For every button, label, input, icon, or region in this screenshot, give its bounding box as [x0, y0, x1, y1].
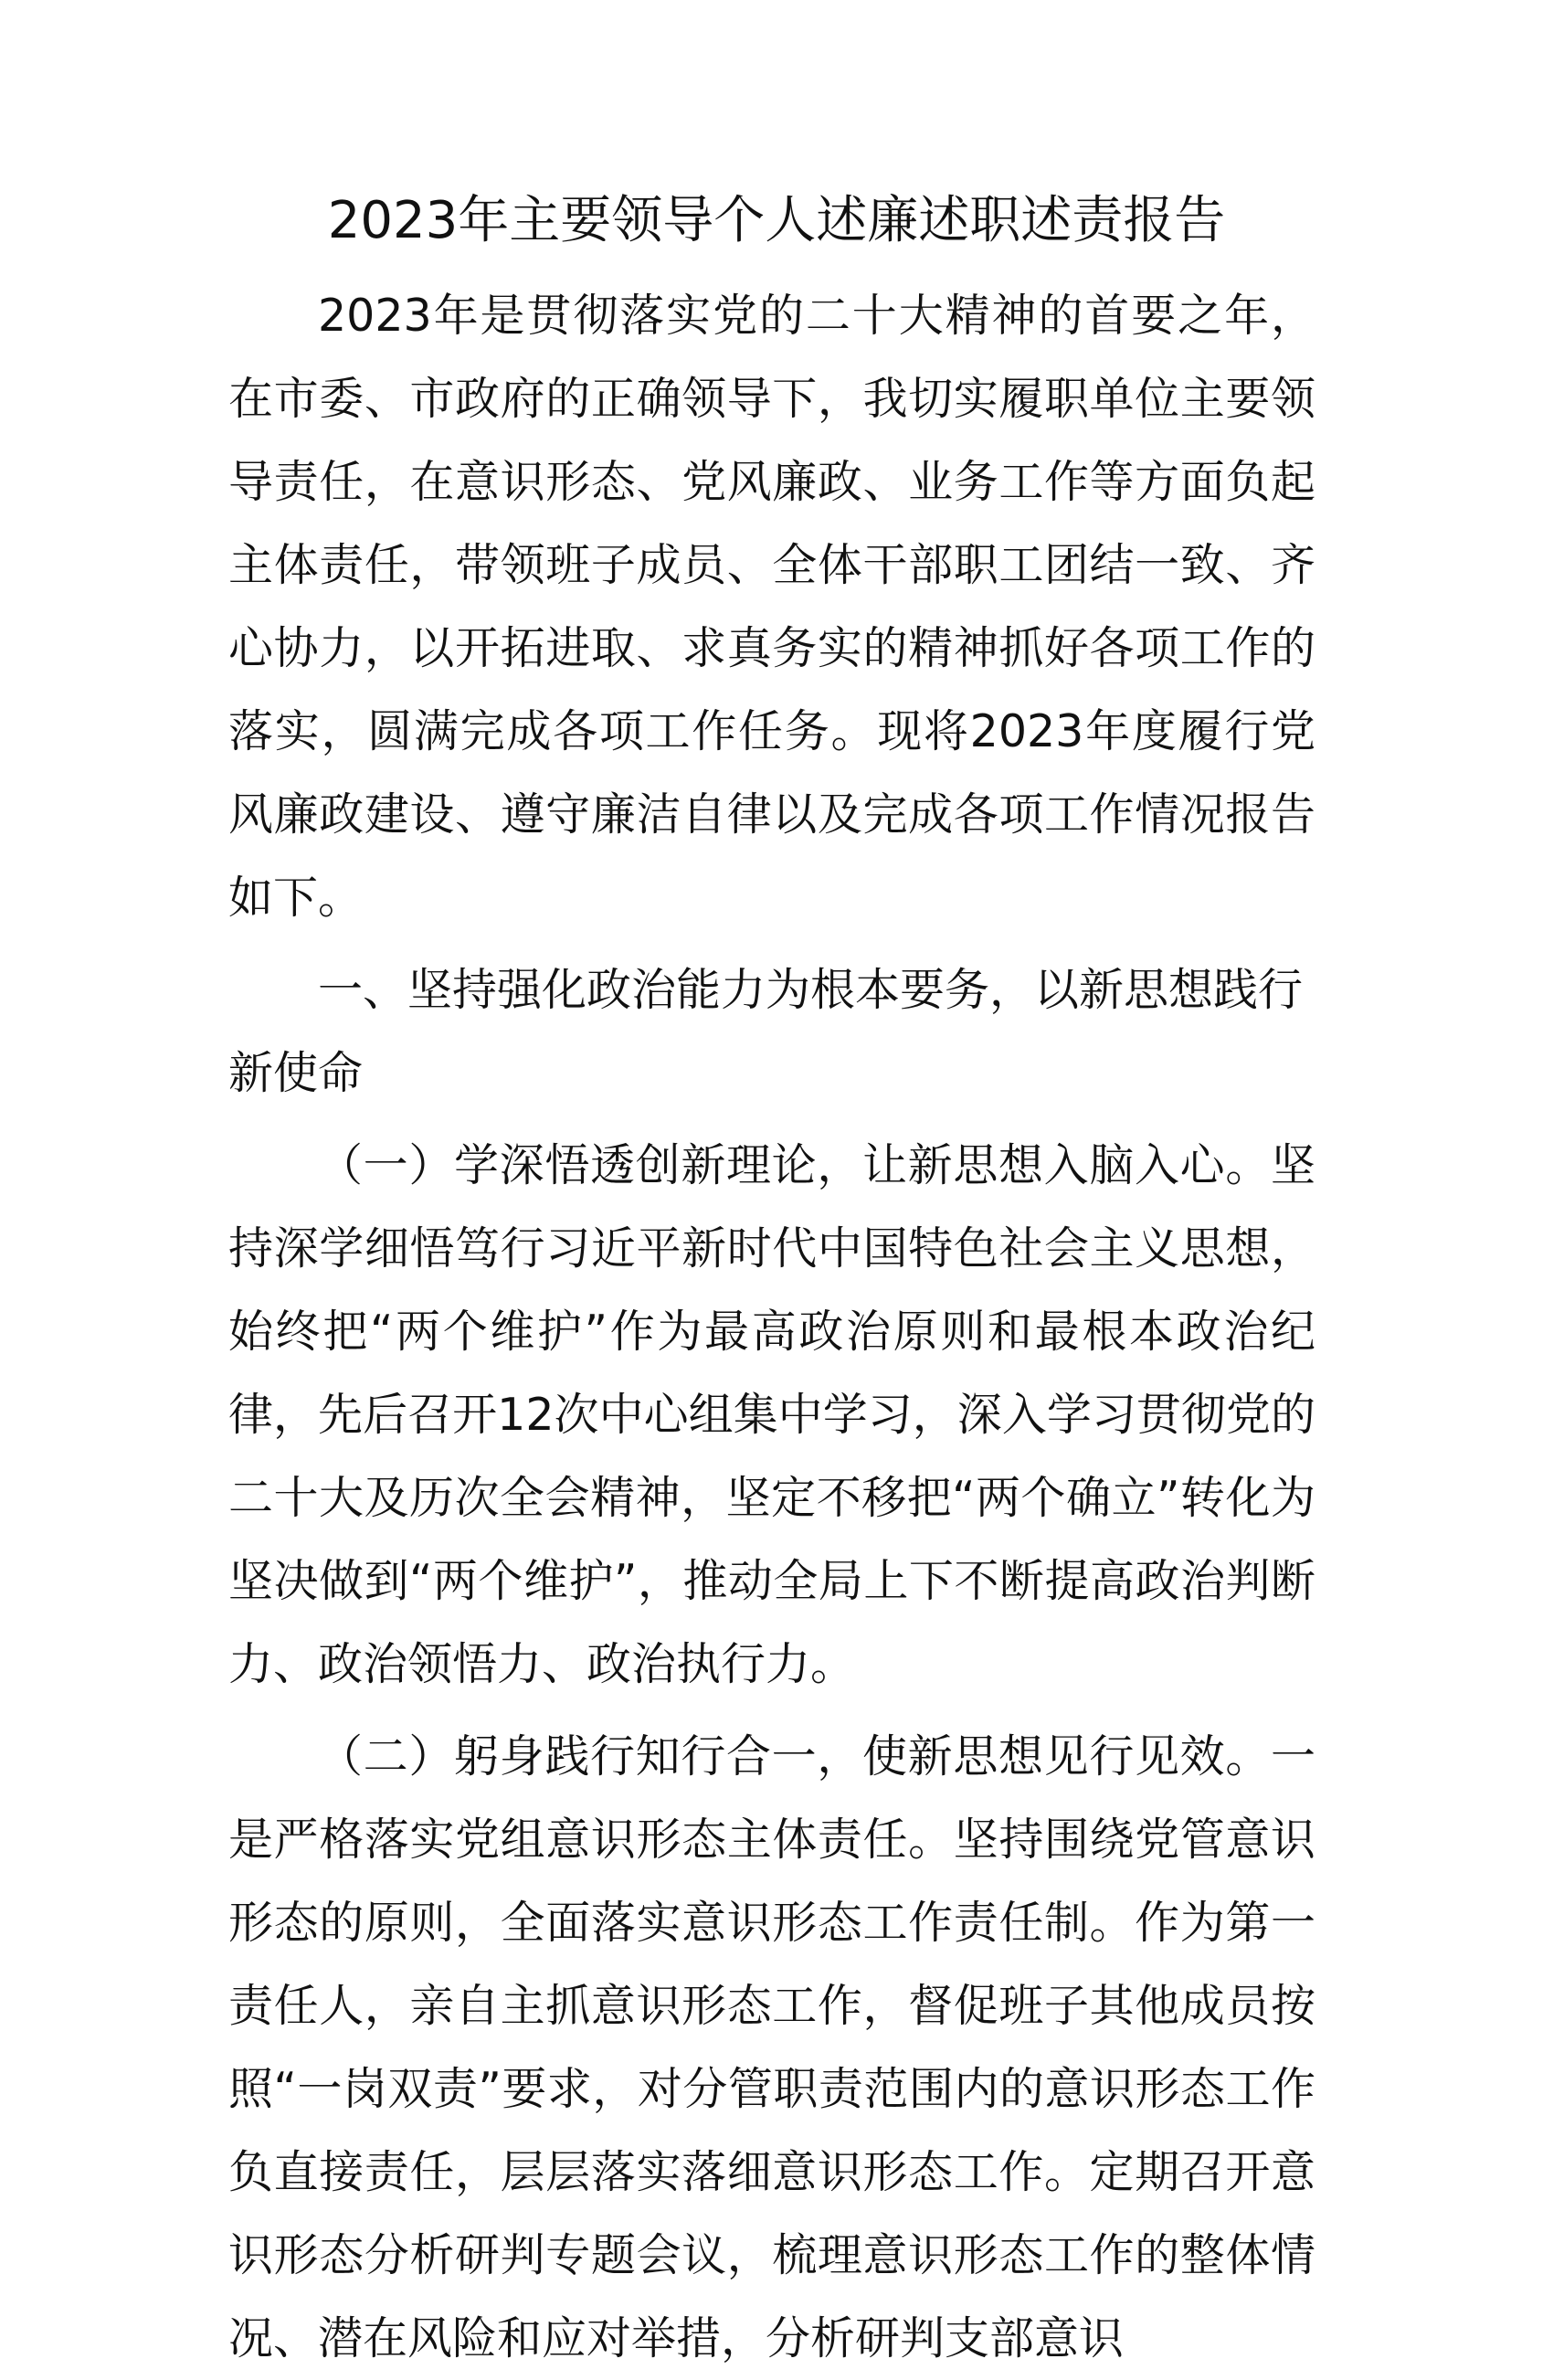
- section1-paragraph-2: （二）躬身践行知行合一，使新思想见行见效。一是严格落实党组意识形态主体责任。坚持围绕党管意识形态的原则，全面落实意识形态工作责任制。作为第一责任人，亲自主抓意识形态工作，督促班子其他成员按照“一岗双责”要求，对分管职责范围内的意识形态工作负直接责任，层层落实落细意识形态工作。定期召开意识形态分析研判专题会议，梳理意识形态工作的整体情况、潜在风险和应对举措，分析研判支部意识: [228, 1730, 1315, 2364]
- section1-paragraph-1: （一）学深悟透创新理论，让新思想入脑入心。坚持深学细悟笃行习近平新时代中国特色社会主义思想，始终把“两个维护”作为最高政治原则和最根本政治纪律，先后召开12次中心组集中学习，深入学习贯彻党的二十大及历次全会精神，坚定不移把“两个确立”转化为坚决做到“两个维护”，推动全局上下不断提高政治判断力、政治领悟力、政治执行力。: [228, 1139, 1315, 1690]
- document-body: [228, 274, 1315, 2380]
- intro-paragraph: 2023年是贯彻落实党的二十大精神的首要之年，在市委、市政府的正确领导下，我切实履职单位主要领导责任，在意识形态、党风廉政、业务工作等方面负起主体责任，带领班子成员、全体干部职工团结一致、齐心协力，以开拓进取、求真务实的精神抓好各项工作的落实，圆满完成各项工作任务。现将2023年度履行党风廉政建设、遵守廉洁自律以及完成各项工作情况报告如下。: [228, 290, 1315, 924]
- document-title: 2023年主要领导个人述廉述职述责报告: [327, 191, 1226, 250]
- section-heading-1: 一、坚持强化政治能力为根本要务，以新思想践行新使命: [228, 964, 1304, 1099]
